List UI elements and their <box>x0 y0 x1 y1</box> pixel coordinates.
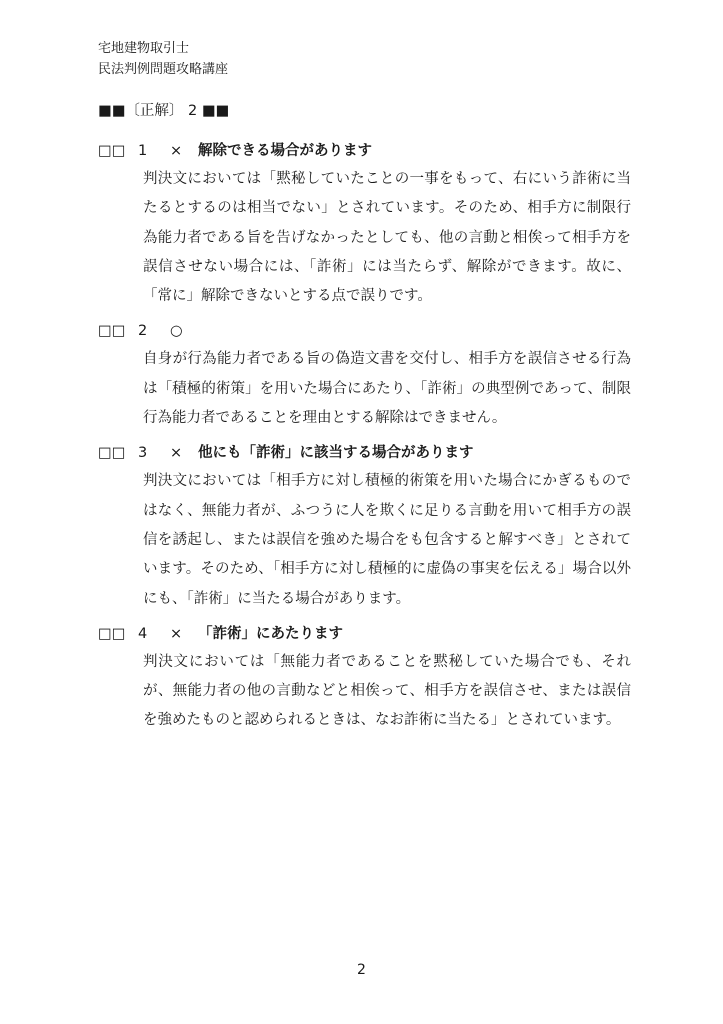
explanation-item-4 <box>98 623 638 736</box>
item-head <box>98 320 638 342</box>
item-body: 自身が行為能力者である旨の偽造文書を交付し、相手方を誤信させる行為は「積極的術策」を用いた場合にあたり、「詐術」の典型例であって、制限行為能力者であることを理由とする解除はできません。 <box>143 351 631 427</box>
item-body: 判決文においては「黙秘していたことの一事をもって、右にいう詐術に当たるとするのは相当でない」とされています。そのため、相手方に制限行為能力者である旨を告げなかったとしても、他の言動と相俟って相手方を誤信させない場合には、「詐術」には当たらず、解除ができます。故に、「常に」解除できないとする点で誤りです。 <box>143 171 631 305</box>
explanation-item-1 <box>98 140 638 311</box>
answer-heading: ■■〔正解〕 2 ■■ <box>98 103 230 119</box>
answer-explanations <box>98 140 638 745</box>
item-number: 2 <box>138 323 148 340</box>
circle-mark-icon: ○ <box>170 323 183 340</box>
page-number: 2 <box>357 962 366 978</box>
item-number: 4 <box>138 625 148 642</box>
item-head <box>98 442 638 464</box>
explanation-item-2 <box>98 320 638 433</box>
cross-mark-icon: × <box>170 143 183 159</box>
item-title: 「詐術」にあたります <box>198 625 343 642</box>
item-number: 1 <box>138 143 148 159</box>
item-title: 解除できる場合があります <box>198 143 372 159</box>
review-checkboxes: □□ <box>98 323 126 340</box>
header-course-title: 民法判例問題攻略講座 <box>98 62 229 77</box>
item-head <box>98 140 638 162</box>
item-body: 判決文においては「無能力者であることを黙秘していた場合でも、それが、無能力者の他の言動などと相俟って、相手方を誤信させ、または誤信を強めたものと認められるときは、なお詐術に当たる」とされています。 <box>143 653 631 729</box>
explanation-item-3 <box>98 442 638 613</box>
document-header <box>98 38 228 80</box>
header-qualification: 宅地建物取引士 <box>98 41 190 56</box>
cross-mark-icon: × <box>170 625 183 642</box>
review-checkboxes: □□ <box>98 445 126 462</box>
item-number: 3 <box>138 445 148 462</box>
review-checkboxes: □□ <box>98 625 126 642</box>
item-title: 他にも「詐術」に該当する場合があります <box>198 445 474 462</box>
item-body: 判決文においては「相手方に対し積極的術策を用いた場合にかぎるものではなく、無能力者が、ふつうに人を欺くに足りる言動を用いて相手方の誤信を誘起し、または誤信を強めた場合をも包含すると解すべき」とされています。そのため、「相手方に対し積極的に虚偽の事実を伝える」場合以外にも、「詐術」に当たる場合があります。 <box>143 473 631 607</box>
item-head <box>98 623 638 645</box>
cross-mark-icon: × <box>170 445 183 462</box>
review-checkboxes: □□ <box>98 143 126 159</box>
